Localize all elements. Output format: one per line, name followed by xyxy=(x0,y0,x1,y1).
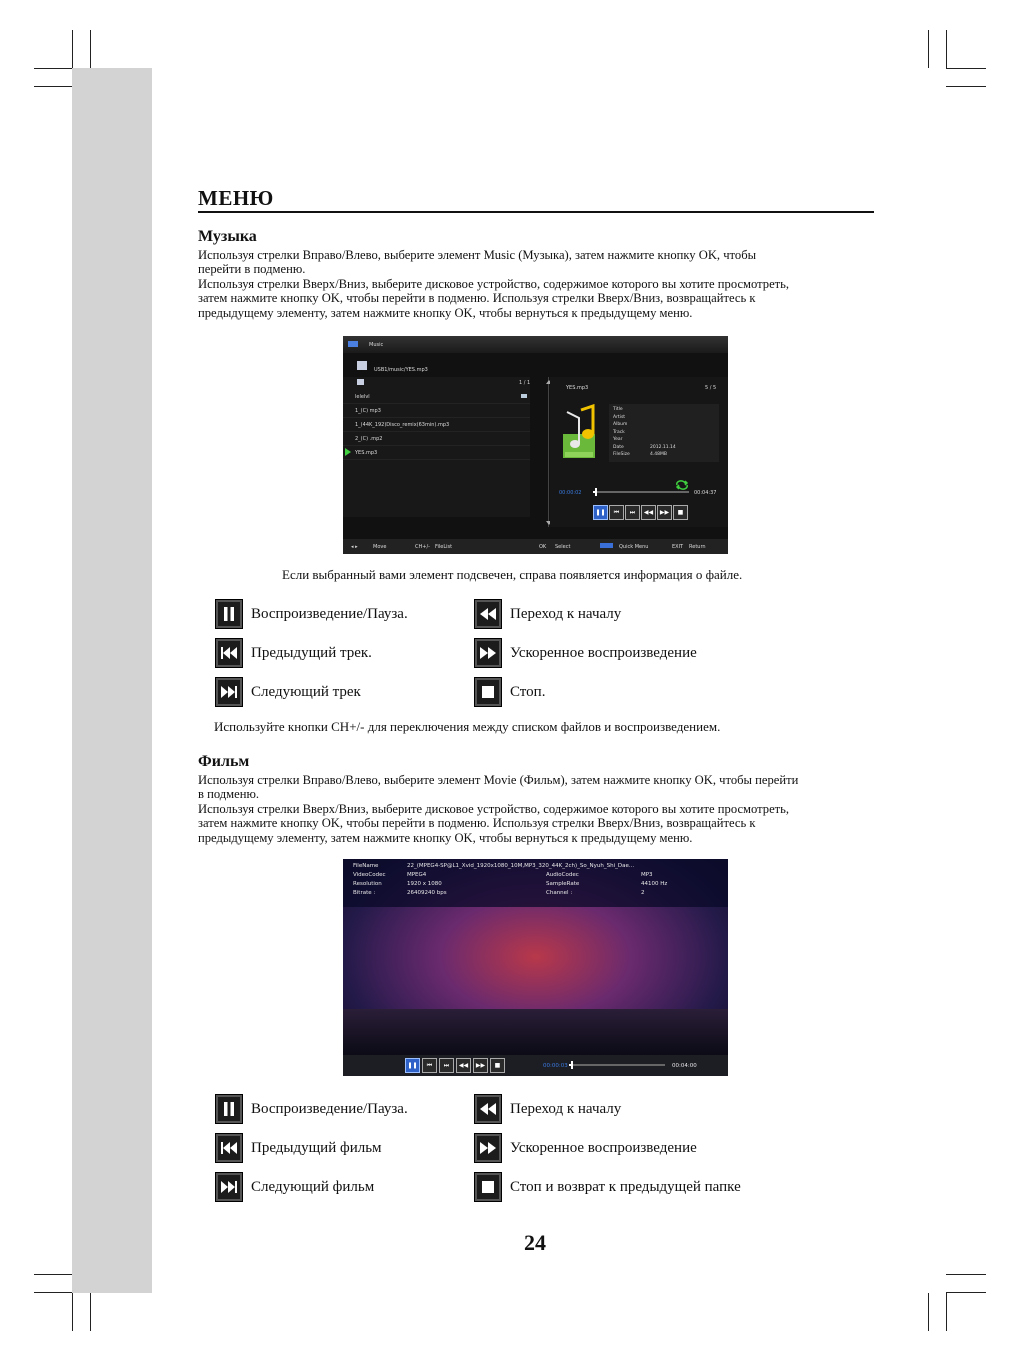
legend-item xyxy=(474,638,697,668)
time-current: 00:00:02 xyxy=(559,490,582,496)
next-button[interactable]: ⏭ xyxy=(439,1058,454,1073)
info-value: MPEG4 xyxy=(407,872,427,878)
rewind-button[interactable]: ◀◀ xyxy=(641,505,656,520)
crop-mark xyxy=(946,86,986,87)
list-item[interactable]: 2_(C) .mp2 xyxy=(343,432,530,446)
page-side-band xyxy=(72,68,152,1293)
footer-label: FileList xyxy=(435,544,453,550)
info-value: 22_(MPEG4-SP@L1_Xvid_1920x1080_10M,MP3_320_44K_2ch)_So_Nyuh_Shi_Dae... xyxy=(407,863,635,869)
legend-label: Воспроизведение/Пауза. xyxy=(251,605,408,622)
footer-label: Select xyxy=(555,544,571,550)
crop-mark xyxy=(946,1293,947,1331)
crop-mark xyxy=(946,68,986,69)
legend-label: Ускоренное воспроизведение xyxy=(510,644,697,661)
legend-label: Переход к началу xyxy=(510,1100,622,1117)
crop-mark xyxy=(928,30,929,68)
heading-rule xyxy=(198,211,874,213)
pause-button[interactable]: ❚❚ xyxy=(405,1058,420,1073)
footer-label: Move xyxy=(373,544,387,550)
list-item[interactable]: 1_(C) mp3 xyxy=(343,404,530,418)
info-label: Channel : xyxy=(546,890,573,896)
legend-label: Предыдущий трек. xyxy=(251,644,372,661)
list-item[interactable]: lelelvl xyxy=(343,390,530,404)
footer-label: Quick Menu xyxy=(619,544,649,550)
list-item-selected[interactable]: YES.mp3 xyxy=(343,446,530,460)
footer-key: OK xyxy=(539,544,547,550)
info-label: AudioCodec xyxy=(546,872,579,878)
crop-mark xyxy=(34,86,72,87)
next-track-icon xyxy=(215,677,243,707)
legend-label: Стоп. xyxy=(510,683,546,700)
text-line: Используя стрелки Вверх/Вниз, выберите дисковое устройство, содержимое которого вы хотите просмотреть, xyxy=(198,801,790,816)
info-label: VideoCodec xyxy=(353,872,386,878)
stop-button[interactable]: ■ xyxy=(673,505,688,520)
progress-thumb[interactable] xyxy=(571,1061,573,1069)
legend-item xyxy=(474,1094,621,1124)
legend-item xyxy=(215,638,372,668)
folder-up-icon xyxy=(357,379,364,385)
folder-icon xyxy=(357,361,367,370)
legend-item xyxy=(474,599,621,629)
text-line: затем нажмите кнопку OK, чтобы перейти в подменю. Используя стрелки Вверх/Вниз, возвращайтесь к xyxy=(198,291,756,306)
previous-track-icon xyxy=(215,638,243,668)
file-path: USB1/music/YES.mp3 xyxy=(374,367,428,373)
info-value: MP3 xyxy=(641,872,653,878)
crop-mark xyxy=(72,1293,73,1331)
info-label: Bitrate : xyxy=(353,890,376,896)
text-line: предыдущему элементу, затем нажмите кнопку OK, чтобы вернуться к предыдущему меню. xyxy=(198,305,693,320)
crop-mark xyxy=(34,1292,72,1293)
tag-value: 2012.11.14 xyxy=(650,444,676,450)
text-line: предыдущему элементу, затем нажмите кнопку OK, чтобы вернуться к предыдущему меню. xyxy=(198,830,693,845)
legend-item xyxy=(474,1172,741,1202)
legend-label: Переход к началу xyxy=(510,605,622,622)
movie-control-bar xyxy=(343,1055,728,1076)
crop-mark xyxy=(90,1293,91,1331)
rewind-icon xyxy=(474,1094,502,1124)
page-heading: МЕНЮ xyxy=(198,186,274,210)
legend-item xyxy=(215,1172,374,1202)
crop-mark xyxy=(90,30,91,68)
footer-label: Return xyxy=(689,544,706,550)
stop-icon xyxy=(474,677,502,707)
legend-label: Предыдущий фильм xyxy=(251,1139,382,1156)
music-instructions xyxy=(198,248,789,320)
progress-bar[interactable] xyxy=(593,491,689,493)
movie-instructions xyxy=(198,773,798,845)
tag-label: Track xyxy=(613,429,625,435)
progress-bar[interactable] xyxy=(569,1064,665,1066)
scrollbar[interactable] xyxy=(548,377,549,527)
legend-label: Стоп и возврат к предыдущей папке xyxy=(510,1178,741,1195)
pause-icon xyxy=(215,599,243,629)
text-line: Используя стрелки Вправо/Влево, выберите элемент Music (Музыка), затем нажмите кнопку OK, чтобы xyxy=(198,248,757,262)
music-note: Используйте кнопки CH+/- для переключения между списком файлов и воспроизведением. xyxy=(214,719,721,734)
tag-label: FileSize xyxy=(613,452,630,457)
crop-mark xyxy=(72,30,73,68)
tv-footer xyxy=(343,539,728,554)
next-track-icon xyxy=(215,1172,243,1202)
legend-item xyxy=(215,1133,382,1163)
time-current: 00:00:03 xyxy=(543,1063,568,1069)
footer-key: EXIT xyxy=(672,544,684,550)
text-line: Используя стрелки Вверх/Вниз, выберите дисковое устройство, содержимое которого вы хотите просмотреть, xyxy=(198,276,790,291)
tag-label: Year xyxy=(613,437,623,442)
info-value: 44100 Hz xyxy=(641,881,668,887)
blue-key-icon xyxy=(600,543,613,548)
music-icon xyxy=(348,341,358,347)
page-count: 1 / 1 xyxy=(519,380,531,386)
pause-icon xyxy=(215,1094,243,1124)
selected-file-name: YES.mp3 xyxy=(566,385,589,391)
legend-label: Воспроизведение/Пауза. xyxy=(251,1100,408,1117)
footer-key: ◂ ▸ xyxy=(351,544,358,550)
tag-label: Date xyxy=(613,444,624,450)
legend-item xyxy=(474,1133,697,1163)
progress-thumb[interactable] xyxy=(595,488,597,496)
previous-button[interactable]: ⏮ xyxy=(609,505,624,520)
pause-button[interactable]: ❚❚ xyxy=(593,505,608,520)
next-button[interactable]: ⏭ xyxy=(625,505,640,520)
text-line: в подменю. xyxy=(198,787,260,802)
info-label: FileName xyxy=(353,863,379,869)
legend-item xyxy=(215,1094,408,1124)
info-label: Resolution xyxy=(353,881,382,887)
text-line: перейти в подменю. xyxy=(198,262,306,277)
text-line: затем нажмите кнопку OK, чтобы перейти в подменю. Используя стрелки Вверх/Вниз, возвращайтесь к xyxy=(198,816,756,831)
info-value: 26409240 bps xyxy=(407,890,447,896)
legend-item xyxy=(215,677,361,707)
legend-item xyxy=(474,677,545,707)
footer-key: CH+/- xyxy=(415,544,430,550)
crop-mark xyxy=(946,1292,986,1293)
fast-forward-icon xyxy=(474,638,502,668)
movie-section-title: Фильм xyxy=(198,753,250,770)
crop-mark xyxy=(946,1274,986,1275)
legend-label: Следующий трек xyxy=(251,683,361,700)
stop-icon xyxy=(474,1172,502,1202)
list-item[interactable]: 1_(44K_192)Disco_remix(63min).mp3 xyxy=(343,418,530,432)
rewind-button[interactable]: ◀◀ xyxy=(456,1058,471,1073)
previous-button[interactable]: ⏮ xyxy=(422,1058,437,1073)
music-section-title: Музыка xyxy=(198,228,257,245)
legend-item xyxy=(215,599,408,629)
fast-forward-icon xyxy=(474,1133,502,1163)
tag-label: Title xyxy=(613,407,623,412)
tv-title: Music xyxy=(369,342,384,348)
page-number: 24 xyxy=(524,1230,546,1255)
repeat-icon[interactable] xyxy=(675,475,689,485)
legend-label: Следующий фильм xyxy=(251,1178,375,1195)
music-note-icon xyxy=(559,404,603,462)
text-line: Используя стрелки Вправо/Влево, выберите элемент Movie (Фильм), затем нажмите кнопку OK, чтобы перейти xyxy=(198,773,799,787)
playback-controls xyxy=(591,504,689,521)
rewind-icon xyxy=(474,599,502,629)
crop-mark xyxy=(34,1274,72,1275)
tv-title-bar xyxy=(343,336,728,353)
info-label: SampleRate xyxy=(546,881,580,887)
file-count: 5 / 5 xyxy=(705,385,717,391)
legend-label: Ускоренное воспроизведение xyxy=(510,1139,697,1156)
time-total: 00:04:00 xyxy=(672,1063,697,1069)
tag-value: 4.48MB xyxy=(650,452,667,457)
info-value: 2 xyxy=(641,890,645,896)
crop-mark xyxy=(928,1293,929,1331)
fast-forward-button[interactable]: ▶▶ xyxy=(473,1058,488,1073)
stop-button[interactable]: ■ xyxy=(490,1058,505,1073)
tag-label: Album xyxy=(613,422,628,427)
info-value: 1920 x 1080 xyxy=(407,881,442,887)
previous-track-icon xyxy=(215,1133,243,1163)
time-total: 00:04:37 xyxy=(694,490,717,496)
crop-mark xyxy=(34,68,72,69)
tag-label: Artist xyxy=(613,414,626,420)
music-caption: Если выбранный вами элемент подсвечен, справа появляется информация о файле. xyxy=(282,567,743,582)
fast-forward-button[interactable]: ▶▶ xyxy=(657,505,672,520)
crop-mark xyxy=(946,30,947,68)
movie-player-screenshot xyxy=(343,859,728,1076)
play-marker-icon xyxy=(345,448,351,456)
video-floor xyxy=(343,1009,728,1057)
